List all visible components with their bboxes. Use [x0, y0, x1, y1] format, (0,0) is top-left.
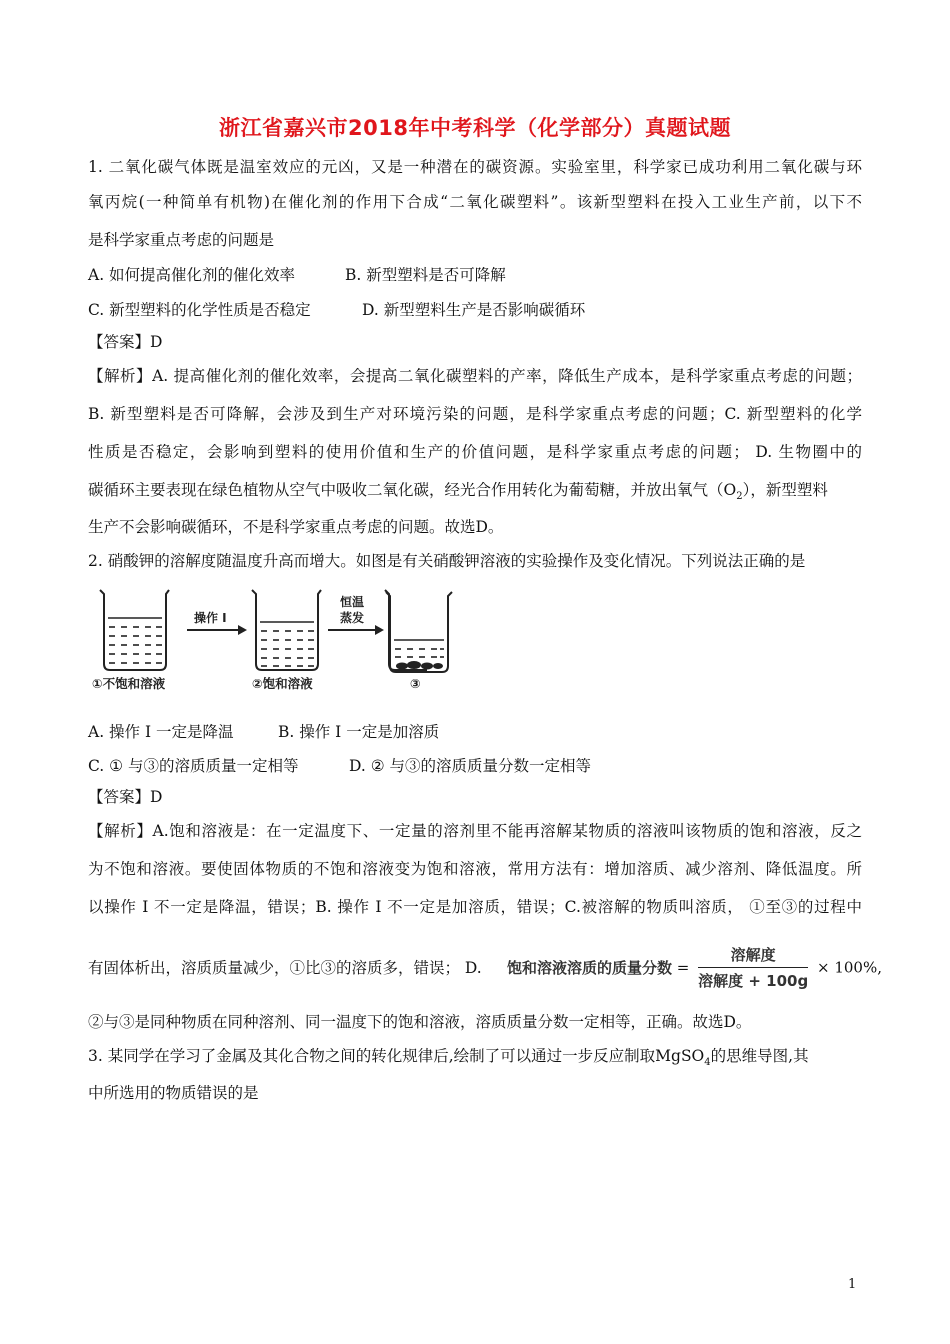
- q1-explanation-line-4b: ），新型塑料: [742, 481, 828, 499]
- q1-text-line-2: 氧丙烷(一种简单有机物)在催化剂的作用下合成“二氧化碳塑料”。该新型塑料在投入工业生产前，以下不: [88, 193, 862, 211]
- oxygen-subscript: 2: [736, 491, 743, 503]
- beaker-3-label: ③: [410, 676, 421, 691]
- crystal-precipitate: [396, 661, 443, 670]
- q3-text-line-1: [88, 1046, 809, 1073]
- formula-equals: =: [676, 958, 690, 977]
- q1-explanation-line-4a: 碳循环主要表现在绿色植物从空气中吸收二氧化碳，经光合作用转化为葡萄糖，并放出氧气（O: [88, 481, 737, 499]
- q2-option-c: C. ① 与③的溶质质量一定相等: [88, 757, 299, 775]
- formula-lhs: 饱和溶液溶质的质量分数: [507, 959, 673, 977]
- q2-explanation-line-1: 【解析】A.饱和溶液是：在一定温度下、一定量的溶剂里不能再溶解某物质的溶液叫该物质的饱和溶液，反之: [88, 822, 862, 840]
- q2-explanation-line-5: ②与③是同种物质在同种溶剂、同一温度下的饱和溶液，溶质质量分数一定相等，正确。故选D。: [88, 1013, 752, 1031]
- formula-tail: × 100%,: [817, 958, 882, 977]
- q3-text-line-1a: 3. 某同学在学习了金属及其化合物之间的转化规律后,绘制了可以通过一步反应制取MgSO: [88, 1047, 705, 1065]
- arrow-1-label: 操作 I: [194, 611, 227, 625]
- beaker-2: [252, 590, 321, 670]
- beaker-diagram: [92, 584, 427, 694]
- arrow-1: [187, 625, 247, 635]
- q1-option-c: C. 新型塑料的化学性质是否稳定: [88, 301, 311, 319]
- q2-answer: 【答案】D: [88, 788, 163, 806]
- q1-text-line-1: 1. 二氧化碳气体既是温室效应的元凶，又是一种潜在的碳资源。实验室里，科学家已成功利用二氧化碳与环: [88, 158, 862, 176]
- q2-option-d: D. ② 与③的溶质质量分数一定相等: [349, 757, 592, 775]
- arrow-2: [328, 625, 384, 635]
- q1-explanation-line-5: 生产不会影响碳循环，不是科学家重点考虑的问题。故选D。: [88, 518, 504, 536]
- q2-explanation-line-3: 以操作 I 不一定是降温，错误；B. 操作 I 不一定是加溶质，错误；C.被溶解的物质叫溶质， ①至③的过程中: [88, 898, 862, 916]
- q1-explanation-line-1: 【解析】A. 提高催化剂的催化效率，会提高二氧化碳塑料的产率，降低生产成本，是科学家重点考虑的问题；: [88, 367, 862, 385]
- q1-explanation-line-4: [88, 480, 828, 507]
- q1-answer: 【答案】D: [88, 333, 163, 351]
- arrow-2-label-bottom: 蒸发: [340, 611, 365, 625]
- q1-explanation-line-2: B. 新型塑料是否可降解，会涉及到生产对环境污染的问题，是科学家重点考虑的问题；C. 新型塑料的化学: [88, 405, 862, 423]
- q1-explanation-line-3: 性质是否稳定，会影响到塑料的使用价值和生产的价值问题，是科学家重点考虑的问题； D. 生物圈中的: [88, 443, 862, 461]
- q3-text-line-1b: 的思维导图,其: [710, 1047, 809, 1065]
- sulfate-subscript: 4: [704, 1057, 711, 1069]
- q2-text-line-1: 2. 硝酸钾的溶解度随温度升高而增大。如图是有关硝酸钾溶液的实验操作及变化情况。下列说法正确的是: [88, 552, 806, 570]
- beaker-1-solution: [108, 618, 162, 663]
- beaker-3-solution: [394, 640, 444, 657]
- beaker-2-label: ②饱和溶液: [252, 676, 313, 691]
- q2-option-a: A. 操作 I 一定是降温: [88, 723, 234, 741]
- q3-text-line-2: 中所选用的物质错误的是: [88, 1084, 259, 1102]
- beaker-1-label: ①不饱和溶液: [92, 676, 166, 691]
- arrow-2-label-top: 恒温: [340, 595, 365, 609]
- q1-option-a: A. 如何提高催化剂的催化效率: [88, 266, 296, 284]
- q2-explanation-line-4: 有固体析出，溶质质量减少，①比③的溶质多，错误； D.: [88, 959, 482, 977]
- beaker-1: [100, 590, 169, 670]
- q1-option-d: D. 新型塑料生产是否影响碳循环: [362, 301, 586, 319]
- formula-fraction: [698, 944, 808, 991]
- page-title: 浙江省嘉兴市2018年中考科学（化学部分）真题试题: [219, 116, 731, 140]
- beaker-3-drawing: [384, 590, 456, 680]
- formula-denominator: 溶解度 + 100g: [698, 972, 809, 990]
- q2-option-b: B. 操作 I 一定是加溶质: [278, 723, 440, 741]
- q1-option-b: B. 新型塑料是否可降解: [345, 266, 506, 284]
- beaker-2-solution: [260, 622, 314, 666]
- q2-explanation-line-2: 为不饱和溶液。要使固体物质的不饱和溶液变为饱和溶液，常用方法有：增加溶质、减少溶剂、降低温度。所: [88, 860, 862, 878]
- formula-numerator: 溶解度: [698, 944, 808, 968]
- page-number: 1: [848, 1277, 857, 1292]
- q1-text-line-3: 是科学家重点考虑的问题是: [88, 231, 275, 249]
- mass-fraction-formula: [507, 944, 882, 991]
